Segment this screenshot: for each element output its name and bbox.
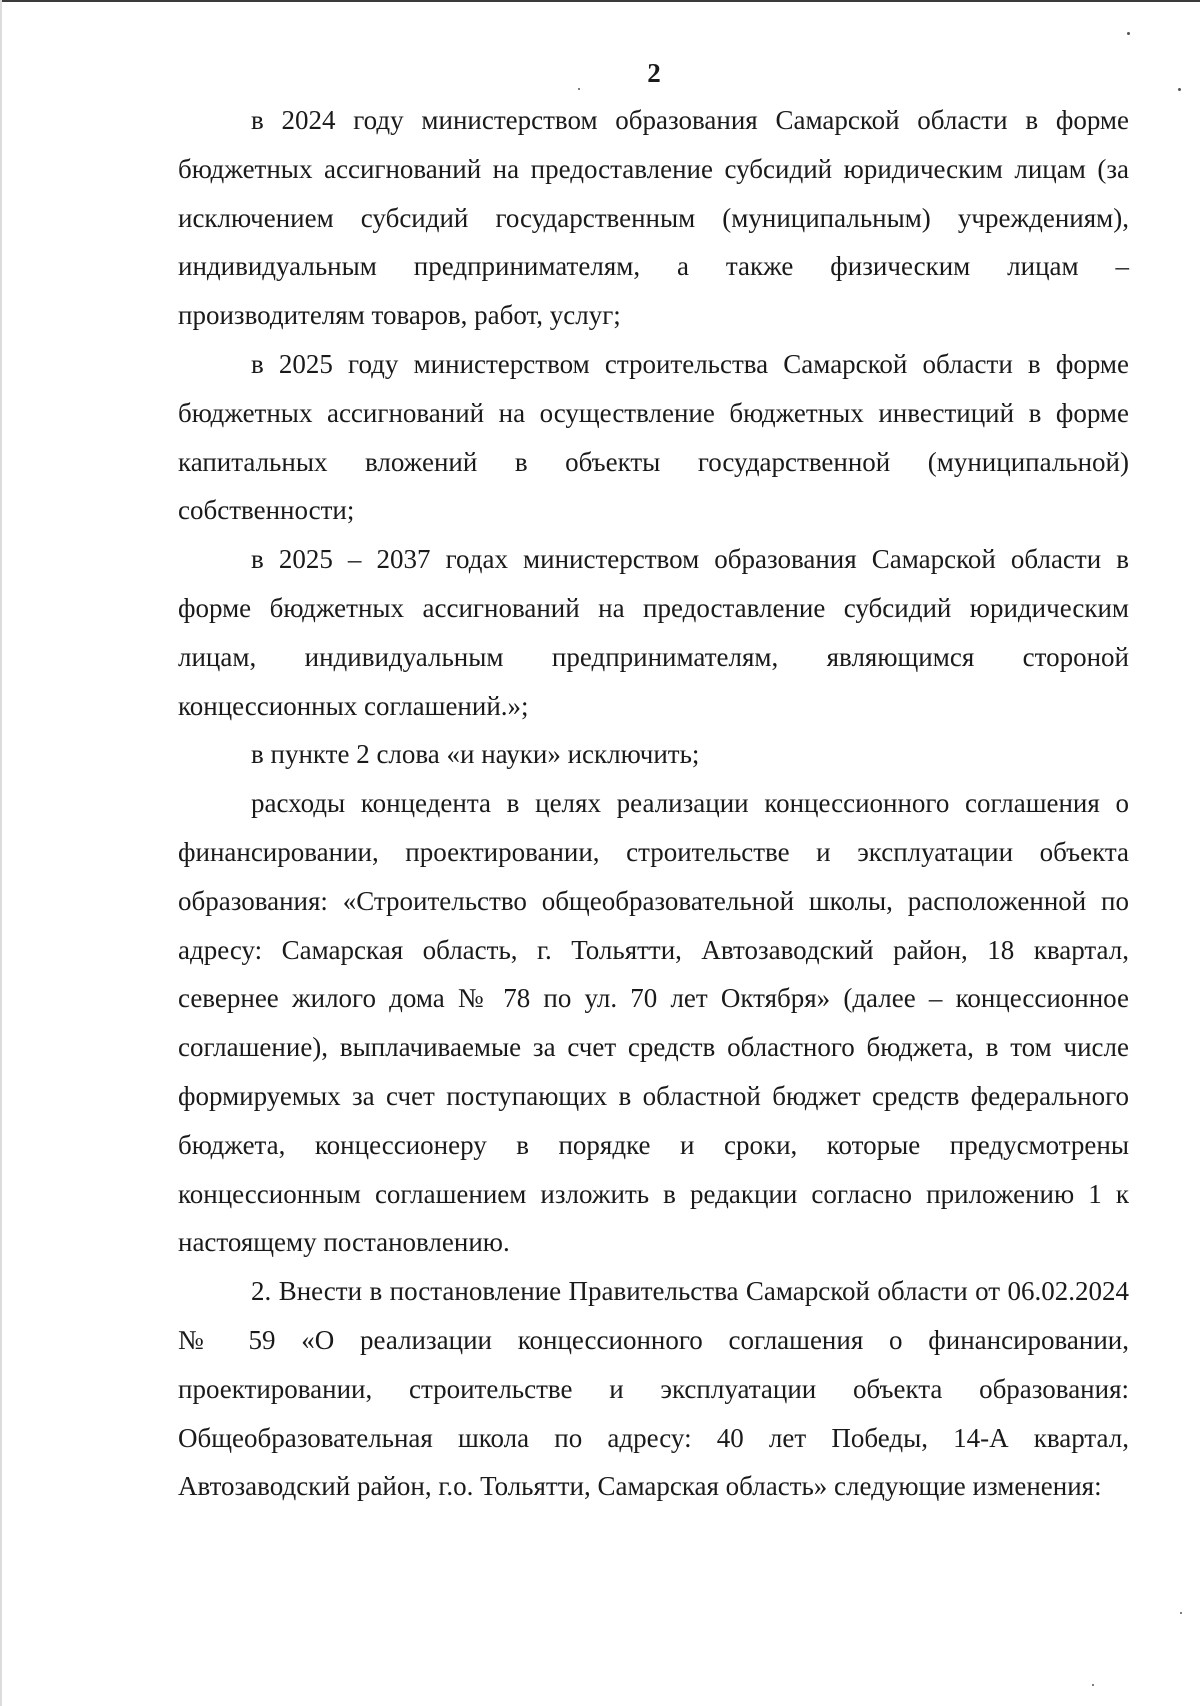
document-body bbox=[178, 96, 1129, 1511]
scan-speck bbox=[1092, 1684, 1094, 1686]
scan-speck bbox=[1127, 32, 1130, 35]
scan-border-left bbox=[0, 0, 2, 1706]
paragraph-2024-education: в 2024 году министерством образования Самарской области в форме бюджетных ассигнований на предоставление субсидий юридическим лицам (за исключением субсидий государственным (муниципальным) учреждениям), индивидуальным предпринимателям, а также физическим лицам – производителям товаров, работ, услуг; bbox=[178, 105, 1129, 331]
paragraph-concession-expenses: расходы концедента в целях реализации концессионного соглашения о финансировании, проектировании, строительстве и эксплуатации объекта образования: «Строительство общеобразовательной школы, расположенной по адресу: Самарская область, г. Тольятти, Автозаводский район, 18 квартал, севернее жилого дома № 78 по ул. 70 лет Октября» (далее – концессионное соглашение), выплачиваемые за счет средств областного бюджета, в том числе формируемых за счет поступающих в областной бюджет средств федерального бюджета, концессионеру в порядке и сроки, которые предусмотрены концессионным соглашением изложить в редакции согласно приложению 1 к настоящему постановлению. bbox=[178, 788, 1129, 1258]
paragraph-2025-2037-education: в 2025 – 2037 годах министерством образования Самарской области в форме бюджетных ассигнований на предоставление субсидий юридическим лицам, индивидуальным предпринимателям, являющимся стороной концессионных соглашений.»; bbox=[178, 544, 1129, 721]
paragraph-2025-construction: в 2025 году министерством строительства Самарской области в форме бюджетных ассигнований на осуществление бюджетных инвестиций в форме капитальных вложений в объекты государственной (муниципальной) собственности; bbox=[178, 348, 1129, 526]
page-number: 2 bbox=[647, 58, 661, 88]
paragraph-item-2-amendments: 2. Внести в постановление Правительства Самарской области от 06.02.2024 № 59 «О реализации концессионного соглашения о финансировании, проектировании, строительстве и эксплуатации объекта образования: Общеобразовательная школа по адресу: 40 лет Победы, 14-А квартал, Автозаводский район, г.о. Тольятти, Самарская область» следующие изменения: bbox=[178, 1276, 1129, 1502]
scan-speck bbox=[578, 88, 580, 90]
scan-speck bbox=[1180, 1612, 1182, 1614]
scan-speck bbox=[1178, 88, 1181, 91]
paragraph-clause-2-amendment: в пункте 2 слова «и науки» исключить; bbox=[251, 739, 700, 770]
